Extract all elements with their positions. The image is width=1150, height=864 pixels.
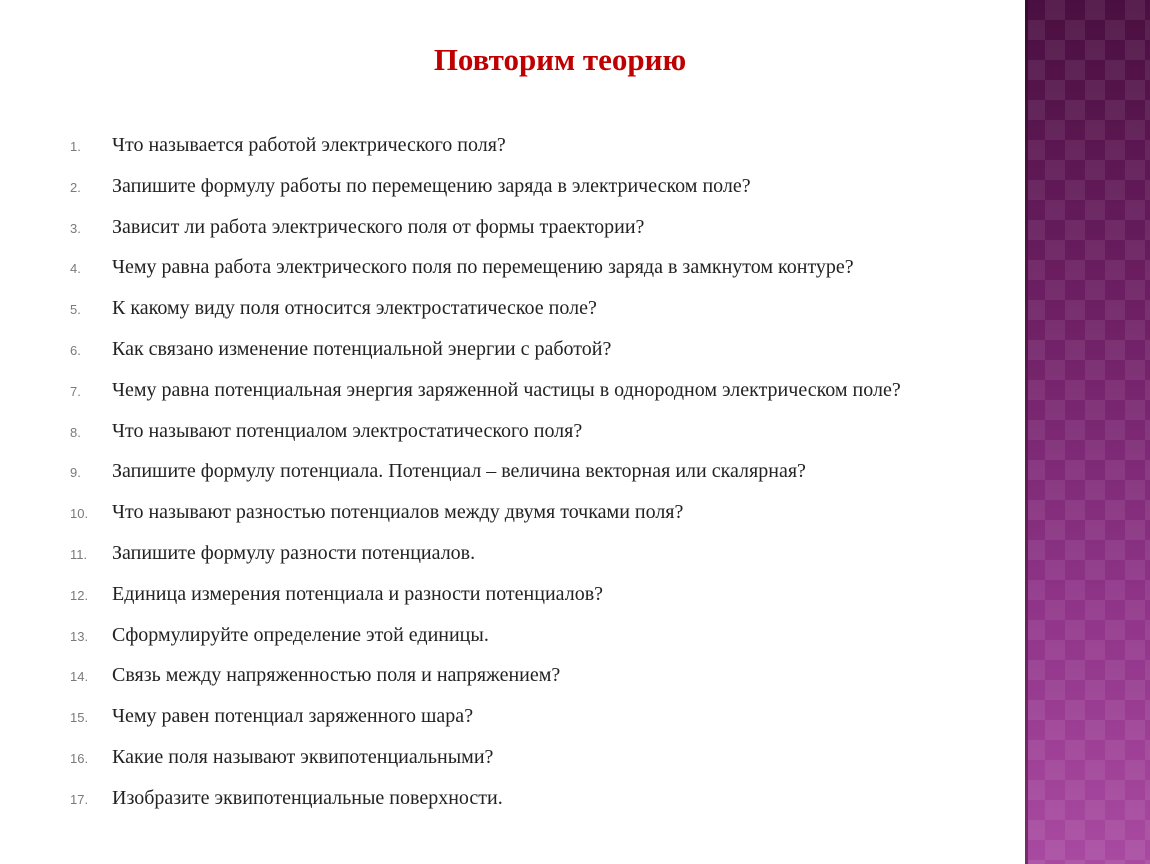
item-text: Изобразите эквипотенциальные поверхности. <box>112 786 503 809</box>
item-text: Сформулируйте определение этой единицы. <box>112 623 489 646</box>
item-number: 9. <box>70 465 81 481</box>
item-text: Что называется работой электрического поля? <box>112 134 506 156</box>
item-number: 16. <box>70 750 89 766</box>
item-text: Как связано изменение потенциальной энергии с работой? <box>112 337 612 360</box>
item-text: Чему равен потенциал заряженного шара? <box>112 705 474 728</box>
item-text: Какие поля называют эквипотенциальными? <box>112 745 494 768</box>
item-number: 11. <box>70 546 88 562</box>
item-number: 6. <box>70 342 81 358</box>
item-number: 7. <box>70 383 81 399</box>
item-number: 12. <box>70 587 89 603</box>
item-text: Запишите формулу потенциала. Потенциал – величина векторная или скалярная? <box>112 460 806 483</box>
item-number: 4. <box>70 261 81 277</box>
side-band-edge <box>1025 0 1028 864</box>
decorative-side-band <box>1025 0 1150 864</box>
item-text: Запишите формулу разности потенциалов. <box>112 541 476 564</box>
item-text: Что называют разностью потенциалов между двумя точками поля? <box>112 501 684 524</box>
item-number: 2. <box>70 179 81 195</box>
item-text: Запишите формулу работы по перемещению заряда в электрическом поле? <box>112 174 751 197</box>
item-text: Зависит ли работа электрического поля от формы траектории? <box>112 215 645 238</box>
item-number: 5. <box>70 302 81 318</box>
item-number: 13. <box>70 628 89 644</box>
item-number: 10. <box>70 506 89 522</box>
item-number: 1. <box>70 139 81 154</box>
slide-title: Повторим теорию <box>433 42 687 77</box>
item-text: Связь между напряженностью поля и напряжением? <box>112 664 561 687</box>
item-number: 3. <box>70 220 81 236</box>
item-text: Что называют потенциалом электростатического поля? <box>112 419 583 442</box>
item-number: 17. <box>70 791 89 807</box>
item-text: Чему равна потенциальная энергия заряженной частицы в однородном электрическом поле? <box>112 378 901 401</box>
item-number: 14. <box>70 669 89 685</box>
item-text: К какому виду поля относится электростатическое поле? <box>112 297 597 320</box>
item-text: Единица измерения потенциала и разности потенциалов? <box>112 582 604 605</box>
item-number: 8. <box>70 424 81 440</box>
item-number: 15. <box>70 710 89 726</box>
item-text: Чему равна работа электрического поля по перемещению заряда в замкнутом контуре? <box>112 256 854 279</box>
